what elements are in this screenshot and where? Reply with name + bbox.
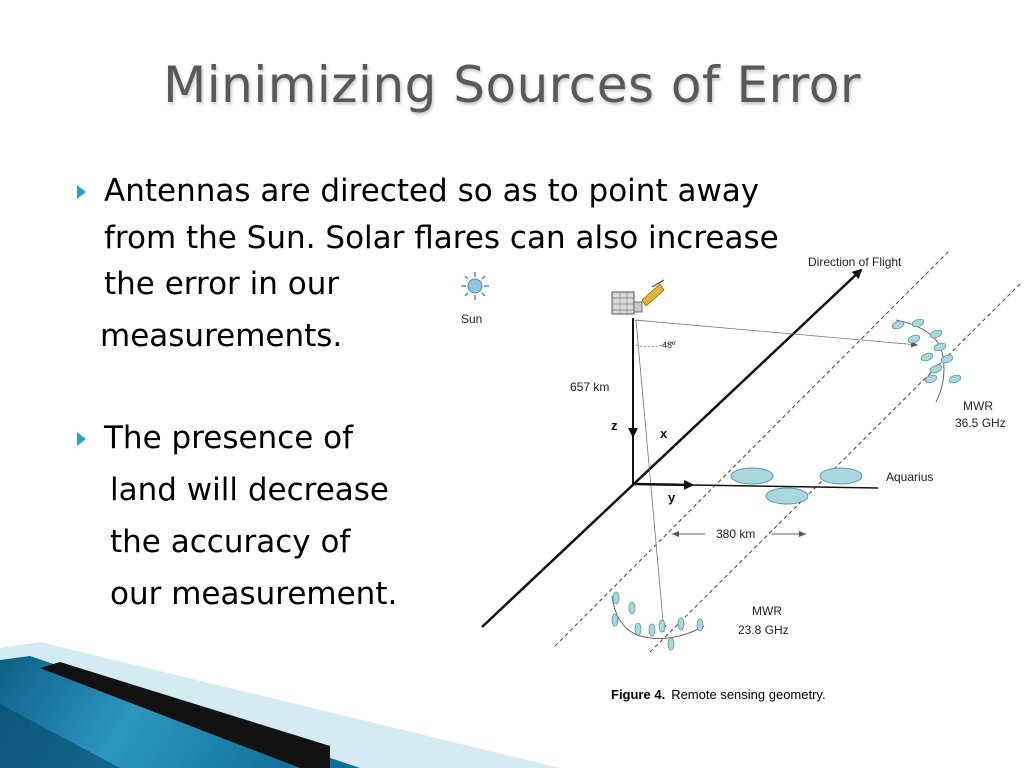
view-line-mwr-low — [636, 320, 664, 632]
mwr-low-footprint — [649, 624, 655, 636]
mwr-low-footprint — [612, 614, 618, 626]
bullet-2-line-3: the accuracy of — [110, 524, 351, 560]
mwr-high-name-label: MWR — [963, 399, 993, 413]
bullet-2-line-1: The presence of — [104, 420, 354, 456]
bullet-1-line-2: from the Sun. Solar flares can also increase — [104, 220, 779, 256]
direction-of-flight-label: Direction of Flight — [808, 255, 902, 269]
bullet-1-line-4: measurements. — [100, 318, 343, 354]
mwr-low-footprint — [635, 623, 641, 635]
mwr-high-footprint — [948, 374, 962, 385]
bullet-1-line-3: the error in our — [104, 266, 340, 302]
mwr-low-frequency-label: 23.8 GHz — [738, 623, 789, 637]
mwr-low-footprint — [668, 638, 674, 650]
y-axis-label: y — [668, 490, 676, 505]
bullet-2-line-2: land will decrease — [110, 472, 389, 508]
figure-caption — [611, 687, 826, 702]
mwr-low-footprint — [613, 592, 619, 604]
mwr-low-name-label: MWR — [752, 604, 782, 618]
aquarius-footprint — [731, 468, 773, 484]
mwr-low-footprint — [659, 620, 665, 632]
mwr-high-footprint — [920, 352, 934, 363]
mwr-high-footprint — [924, 374, 938, 385]
aquarius-footprint — [820, 468, 862, 484]
swath-width-label: 380 km — [716, 527, 756, 541]
mwr-low-footprints — [612, 592, 703, 650]
z-axis-label: z — [611, 418, 618, 433]
mwr-high-footprint — [933, 342, 947, 353]
decorative-wave — [0, 642, 560, 768]
bullet-2-line-4: our measurement. — [110, 576, 398, 612]
y-axis-arrow — [633, 484, 692, 485]
mwr-high-footprint — [911, 318, 925, 329]
mwr-low-footprint — [678, 618, 684, 630]
mwr-high-footprint — [907, 334, 921, 345]
mwr-high-frequency-label: 36.5 GHz — [955, 416, 1006, 430]
sun-icon — [461, 272, 489, 300]
view-line-mwr-high — [634, 320, 918, 345]
mwr-low-footprint — [629, 602, 635, 614]
bullet-1-line-1: Antennas are directed so as to point away — [104, 173, 760, 209]
mwr-high-footprints — [891, 318, 962, 385]
mwr-high-footprint — [940, 354, 954, 365]
angle-label: 48º — [662, 340, 676, 350]
sun-label: Sun — [461, 312, 483, 326]
mwr-high-footprint — [929, 329, 943, 340]
figure-caption-label: Figure 4. — [611, 687, 666, 702]
aquarius-footprint — [766, 488, 808, 504]
figure-caption-text: Remote sensing geometry. — [671, 687, 826, 702]
aquarius-label: Aquarius — [886, 470, 934, 484]
satellite-icon — [612, 280, 664, 314]
x-axis-label: x — [660, 426, 668, 441]
mwr-low-scan-arc — [612, 596, 704, 638]
mwr-low-footprint — [697, 619, 703, 631]
slide-title: Minimizing Sources of Error — [163, 56, 861, 114]
mwr-high-footprint — [929, 364, 943, 375]
altitude-label: 657 km — [570, 380, 610, 394]
